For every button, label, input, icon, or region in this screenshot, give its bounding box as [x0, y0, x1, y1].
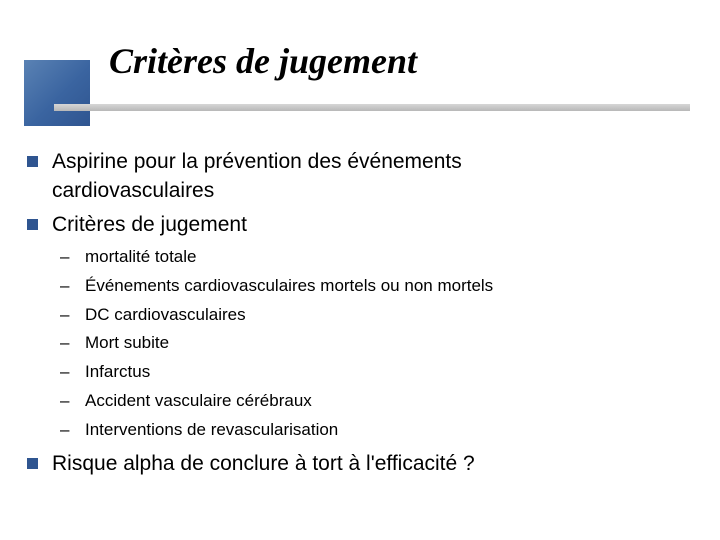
sub-item-2: Événements cardiovasculaires mortels ou non mortels	[85, 276, 494, 295]
bullet-square-icon	[27, 219, 38, 230]
sub-item-dash: –	[60, 420, 70, 439]
sub-item-dash: –	[60, 247, 70, 266]
title-accent-square	[24, 60, 90, 126]
sub-item-dash: –	[60, 333, 70, 352]
bullet-1-line-1: Aspirine pour la prévention des événements	[52, 150, 462, 173]
sub-item-7: Interventions de revascularisation	[85, 420, 339, 439]
title-underline-bar	[54, 104, 690, 111]
bullet-square-icon	[27, 458, 38, 469]
slide-title: Critères de jugement	[109, 41, 417, 81]
sub-item-dash: –	[60, 305, 70, 324]
bullet-square-icon	[27, 156, 38, 167]
sub-item-dash: –	[60, 362, 70, 381]
sub-item-3: DC cardiovasculaires	[85, 305, 246, 324]
bullet-3-line-1: Risque alpha de conclure à tort à l'efficacité ?	[52, 452, 475, 475]
sub-item-dash: –	[60, 391, 70, 410]
sub-item-5: Infarctus	[85, 362, 151, 381]
sub-item-dash: –	[60, 276, 70, 295]
sub-item-1: mortalité totale	[85, 247, 197, 266]
sub-item-4: Mort subite	[85, 333, 170, 352]
bullet-2-line-1: Critères de jugement	[52, 213, 247, 236]
sub-item-6: Accident vasculaire cérébraux	[85, 391, 312, 410]
bullet-1-line-2: cardiovasculaires	[52, 179, 215, 202]
